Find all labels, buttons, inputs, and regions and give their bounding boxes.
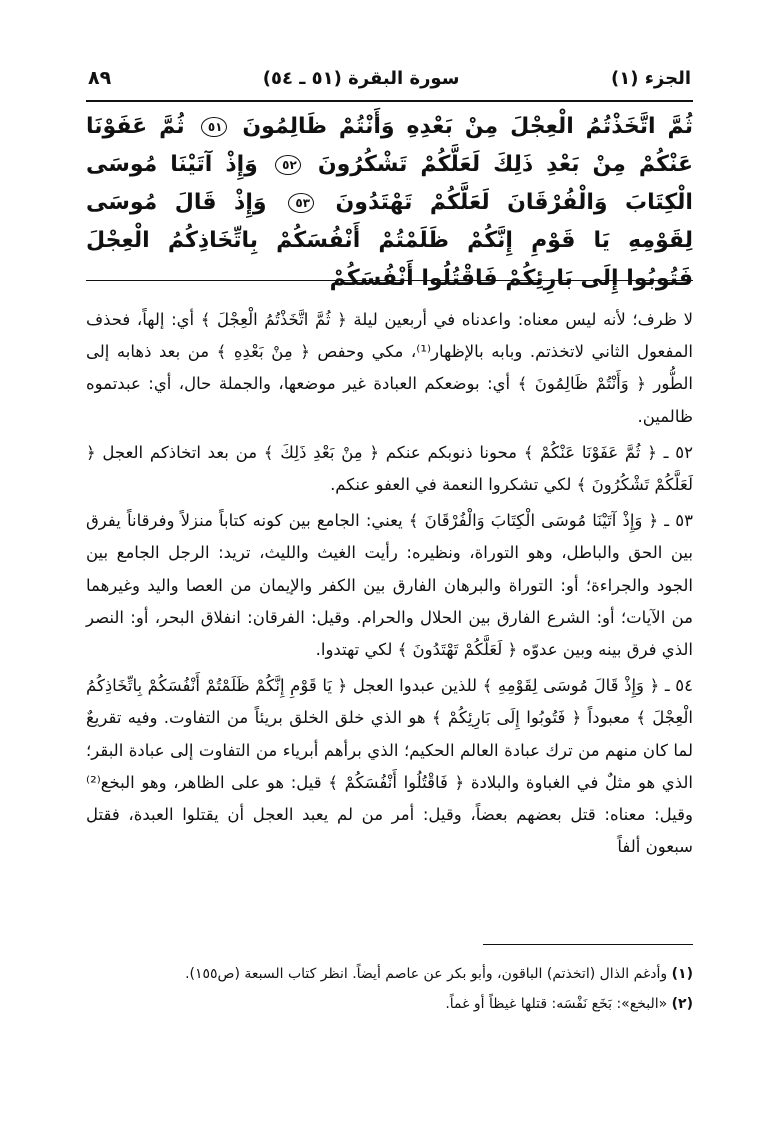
verse-text: ثُمَّ اتَّخَذْتُمُ الْعِجْلَ مِنْ بَعْدِهِ وَأَنْتُمْ ظَالِمُونَ	[242, 114, 693, 139]
footnotes	[86, 960, 693, 1020]
footnote-divider	[483, 944, 693, 945]
header-divider	[86, 100, 693, 102]
verse-number-marker: ٥٣	[288, 193, 314, 213]
footnote-mark: (١)	[671, 966, 693, 982]
verse-text: وَإِذْ آتَيْنَا مُوسَى الْكِتَابَ وَالْفُرْقَانَ لَعَلَّكُمْ تَهْتَدُونَ	[86, 152, 693, 215]
verse-number-marker: ٥١	[201, 117, 227, 137]
surah-title: سورة البقرة (٥١ ـ ٥٤)	[262, 67, 460, 89]
verse-text: وَإِذْ قَالَ مُوسَى لِقَوْمِهِ يَا قَوْمِ إِنَّكُمْ ظَلَمْتُمْ أَنْفُسَكُمْ بِاتِّخَاذِكُمُ الْعِجْلَ فَتُوبُوا إِلَى بَارِئِكُمْ فَاقْتُلُوا أَنْفُسَكُمْ	[86, 190, 693, 291]
commentary-text	[86, 304, 693, 867]
juz-label: الجزء (١)	[610, 67, 691, 89]
commentary-paragraph: ٥٢ ـ ﴿ ثُمَّ عَفَوْنَا عَنْكُمْ ﴾ محونا ذنوبكم عنكم ﴿ مِنْ بَعْدِ ذَلِكَ ﴾ من بعد اتخاذكم العجل ﴿ لَعَلَّكُمْ تَشْكُرُونَ ﴾ لكي تشكروا النعمة في العفو عنكم.	[86, 442, 693, 495]
page-header	[88, 58, 691, 98]
footnote	[86, 990, 693, 1018]
commentary-paragraph: لا ظرف؛ لأنه ليس معناه: واعدناه في أربعين ليلة ﴿ ثُمَّ اتَّخَذْتُمُ الْعِجْلَ ﴾ أي: إلهاً، فحذف المفعول الثاني لاتخذتم. وبابه بالإظهار⁽¹⁾، مكي وحفص ﴿ مِنْ بَعْدِهِ ﴾ من بعد ذهابه إلى الطُّور ﴿ وَأَنْتُمْ ظَالِمُونَ ﴾ أي: بوضعكم العبادة غير موضعها، والجملة حال، أي: عبدتموه ظالمين.	[86, 310, 694, 426]
quran-verses	[86, 108, 693, 298]
commentary-paragraph: ٥٤ ـ ﴿ وَإِذْ قَالَ مُوسَى لِقَوْمِهِ ﴾ للذين عبدوا العجل ﴿ يَا قَوْمِ إِنَّكُمْ ظَلَمْتُمْ أَنْفُسَكُمْ بِاتِّخَاذِكُمُ الْعِجْلَ ﴾ معبوداً ﴿ فَتُوبُوا إِلَى بَارِئِكُمْ ﴾ هو الذي خلق الخلق بريئاً من التفاوت. وفيه تقريعٌ لما كان منهم من ترك عبادة العالم الحكيم؛ الذي برأهم أبرياء من التفاوت إلى عبادة البقر؛ الذي هو مثلٌ في الغباوة والبلادة ﴿ فَاقْتُلُوا أَنْفُسَكُمْ ﴾ قيل: هو على الظاهر، وهو البخع⁽²⁾ وقيل: معناه: قتل بعضهم بعضاً، وقيل: أمر من لم يعبد العجل أن يقتلوا العبدة، فقتل سبعون ألفاً	[86, 676, 693, 857]
commentary-paragraph: ٥٣ ـ ﴿ وَإِذْ آتَيْنَا مُوسَى الْكِتَابَ وَالْفُرْقَانَ ﴾ يعني: الجامع بين كونه كتاباً منزلاً وفرقاناً يفرق بين الحق والباطل، وهو التوراة، ونظيره: رأيت الغيث والليث، تريد: الرجل الجامع بين الجود والجراءة؛ أو: التوراة والبرهان الفارق بين الكفر والإيمان من العصا واليد وغيرهما من الآيات؛ أو: الشرع الفارق بين الحلال والحرام. وقيل: الفرقان: انفلاق البحر، أو: النصر الذي فرق بينه وبين عدوّه ﴿ لَعَلَّكُمْ تَهْتَدُونَ ﴾ لكي تهتدوا.	[86, 511, 693, 660]
page-number: ٨٩	[88, 67, 112, 89]
verse-number-marker: ٥٢	[275, 155, 301, 175]
verse-text: ثُمَّ عَفَوْنَا عَنْكُمْ مِنْ بَعْدِ ذَلِكَ لَعَلَّكُمْ تَشْكُرُونَ	[86, 114, 693, 177]
footnote-text: وأدغم الذال (اتخذتم) الباقون، وأبو بكر عن عاصم أيضاً. انظر كتاب السبعة (ص١٥٥).	[185, 966, 668, 982]
verses-divider	[86, 280, 693, 281]
footnote-mark: (٢)	[671, 996, 693, 1012]
footnote-text: «البخع»: بَخَع نَفْسَه: قتلها غيظاً أو غماً.	[445, 996, 668, 1012]
footnote	[86, 960, 693, 988]
